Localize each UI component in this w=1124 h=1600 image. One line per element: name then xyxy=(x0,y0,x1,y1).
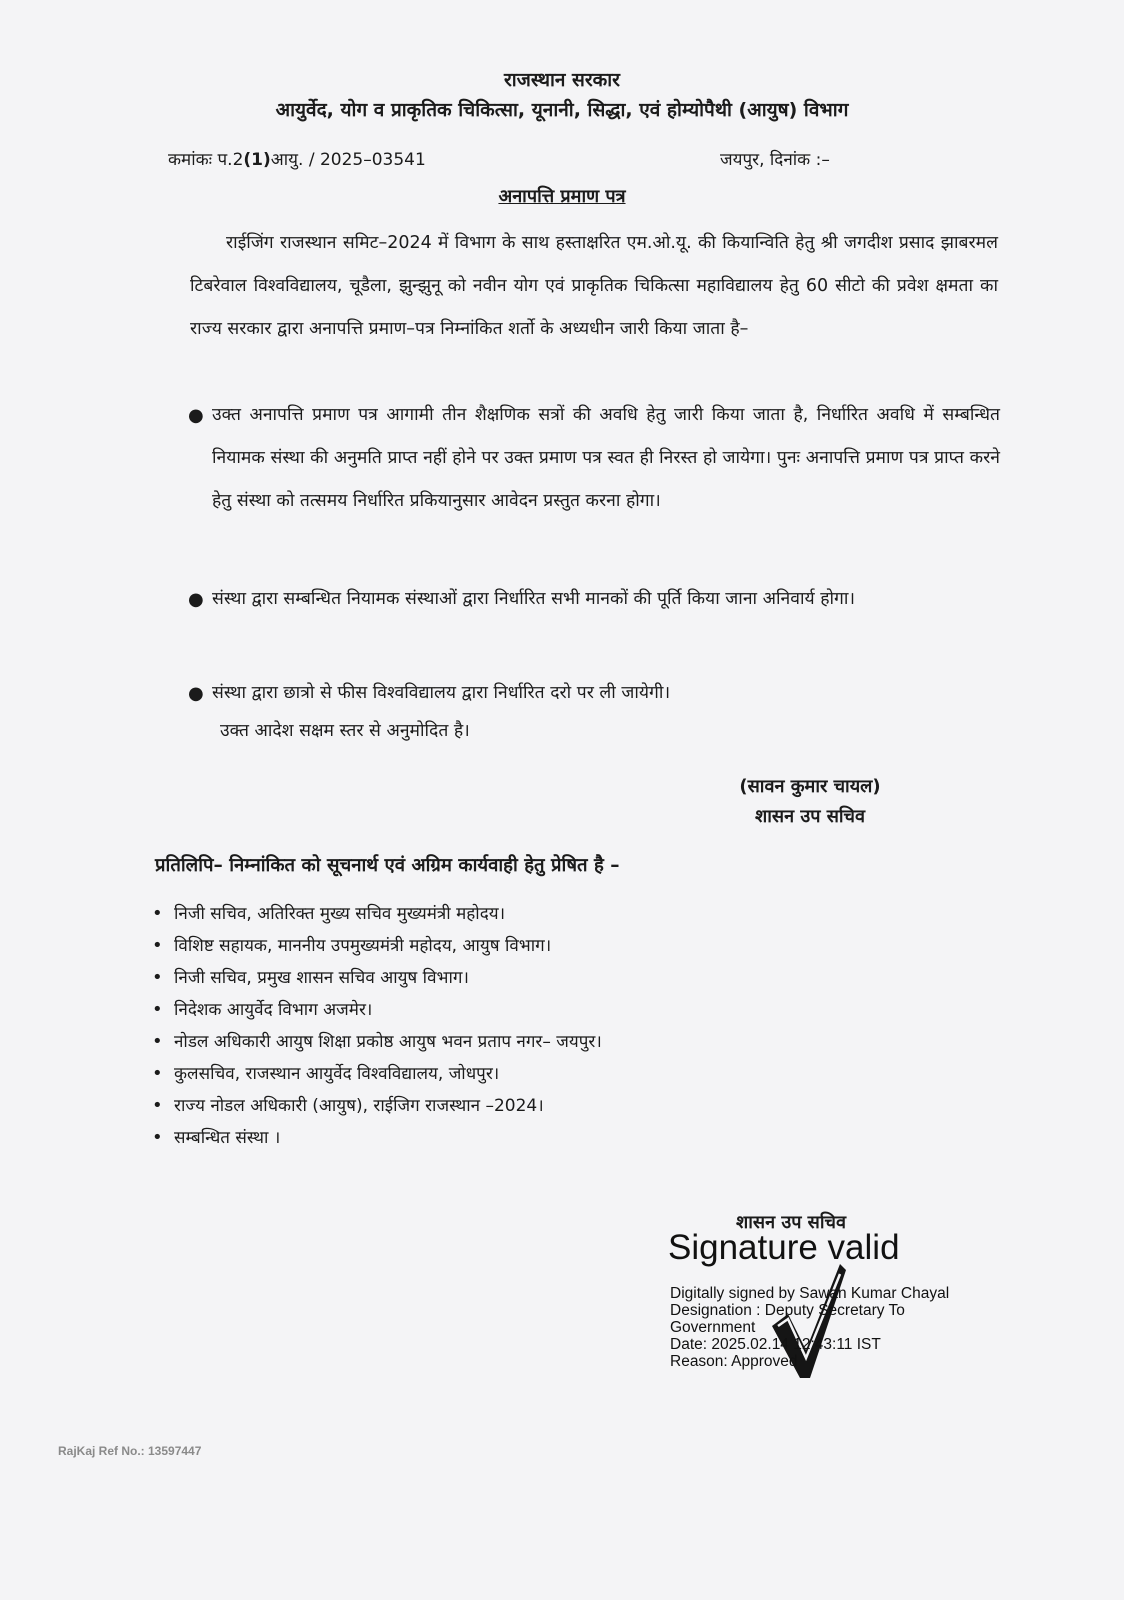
copy-to-heading: प्रतिलिपि– निम्नांकित को सूचनार्थ एवं अग्रिम कार्यवाही हेतु प्रेषित है – xyxy=(155,855,620,876)
signature-designation: शासन उप सचिव xyxy=(736,1212,846,1233)
signature-date: Date: 2025.02.14 12:43:11 IST xyxy=(670,1336,881,1353)
list-item: • निदेशक आयुर्वेद विभाग अजमेर। xyxy=(152,994,602,1026)
government-name: राजस्थान सरकार xyxy=(504,69,620,91)
reference-number xyxy=(168,147,426,170)
signature-designation-line: Designation : Deputy Secretary To xyxy=(670,1302,905,1319)
list-item: • निजी सचिव, अतिरिक्त मुख्य सचिव मुख्यमंत्री महोदय। xyxy=(152,898,602,930)
approval-statement: उक्त आदेश सक्षम स्तर से अनुमोदित है। xyxy=(220,721,470,741)
condition-text: संस्था द्वारा छात्रो से फीस विश्वविद्यालय द्वारा निर्धारित दरो पर ली जायेगी। xyxy=(212,683,671,703)
signature-status: Signature valid xyxy=(668,1228,900,1267)
signature-reason: Reason: Approved xyxy=(670,1353,798,1370)
signature-details xyxy=(670,1285,949,1370)
list-item: • निजी सचिव, प्रमुख शासन सचिव आयुष विभाग। xyxy=(152,962,602,994)
list-item: • कुलसचिव, राजस्थान आयुर्वेद विश्वविद्यालय, जोधपुर। xyxy=(152,1058,602,1090)
condition-item xyxy=(188,578,1000,621)
signature-designation-cont: Government xyxy=(670,1319,756,1336)
bullet-icon: ● xyxy=(188,405,204,426)
condition-item xyxy=(188,672,1000,715)
reference-bold-part: (1) xyxy=(243,150,271,170)
rajkaj-reference: RajKaj Ref No.: 13597447 xyxy=(58,1444,202,1458)
list-item: • नोडल अधिकारी आयुष शिक्षा प्रकोष्ठ आयुष भवन प्रताप नगर– जयपुर। xyxy=(152,1026,602,1058)
place-and-date: जयपुर, दिनांक :– xyxy=(720,150,830,170)
list-item: • राज्य नोडल अधिकारी (आयुष), राईजिग राजस्थान –2024। xyxy=(152,1090,602,1122)
bullet-icon: ● xyxy=(188,589,204,610)
signatory-block xyxy=(700,772,920,832)
bullet-icon: ● xyxy=(188,683,204,704)
department-name: आयुर्वेद, योग व प्राकृतिक चिकित्सा, यूनानी, सिद्धा, एवं होम्योपैथी (आयुष) विभाग xyxy=(275,99,849,121)
condition-item xyxy=(188,394,1000,523)
condition-text: उक्त अनापत्ति प्रमाण पत्र आगामी तीन शैक्षणिक सत्रों की अवधि हेतु जारी किया जाता है, निर्धारित अवधि में सम्बन्धित नियामक संस्था की अनुमति प्राप्त नहीं होने पर उक्त प्रमाण पत्र स्वत ही निरस्त हो जायेगा। पुनः अनापत्ति प्रमाण पत्र प्राप्त करने हेतु संस्था को तत्समय निर्धारित प्रकियानुसार आवेदन प्रस्तुत करना होगा। xyxy=(212,405,1000,511)
document-title: अनापत्ति प्रमाण पत्र xyxy=(498,186,626,207)
reference-suffix: आयु. / 2025–03541 xyxy=(270,150,426,170)
list-item: • विशिष्ट सहायक, माननीय उपमुख्यमंत्री महोदय, आयुष विभाग। xyxy=(152,930,602,962)
intro-paragraph: राईजिंग राजस्थान समिट–2024 में विभाग के साथ हस्ताक्षरित एम.ओ.यू. की कियान्विति हेतु श्री जगदीश प्रसाद झाबरमल टिबरेवाल विश्वविद्यालय, चूडैला, झुन्झुनू को नवीन योग एवं प्राकृतिक चिकित्सा महाविद्यालय हेतु 60 सीटो की प्रवेश क्षमता का राज्य सरकार द्वारा अनापत्ति प्रमाण–पत्र निम्नांकित शर्तो के अध्यधीन जारी किया जाता है– xyxy=(190,233,998,339)
reference-prefix: कमांकः प.2 xyxy=(168,150,244,170)
condition-text: संस्था द्वारा सम्बन्धित नियामक संस्थाओं द्वारा निर्धारित सभी मानकों की पूर्ति किया जाना अनिवार्य होगा। xyxy=(212,589,856,609)
copy-to-list xyxy=(152,898,602,1154)
signatory-designation: शासन उप सचिव xyxy=(755,806,865,827)
signatory-name: (सावन कुमार चायल) xyxy=(739,776,881,797)
signature-signed-by: Digitally signed by Sawan Kumar Chayal xyxy=(670,1285,950,1302)
list-item: • सम्बन्धित संस्था । xyxy=(152,1122,602,1154)
